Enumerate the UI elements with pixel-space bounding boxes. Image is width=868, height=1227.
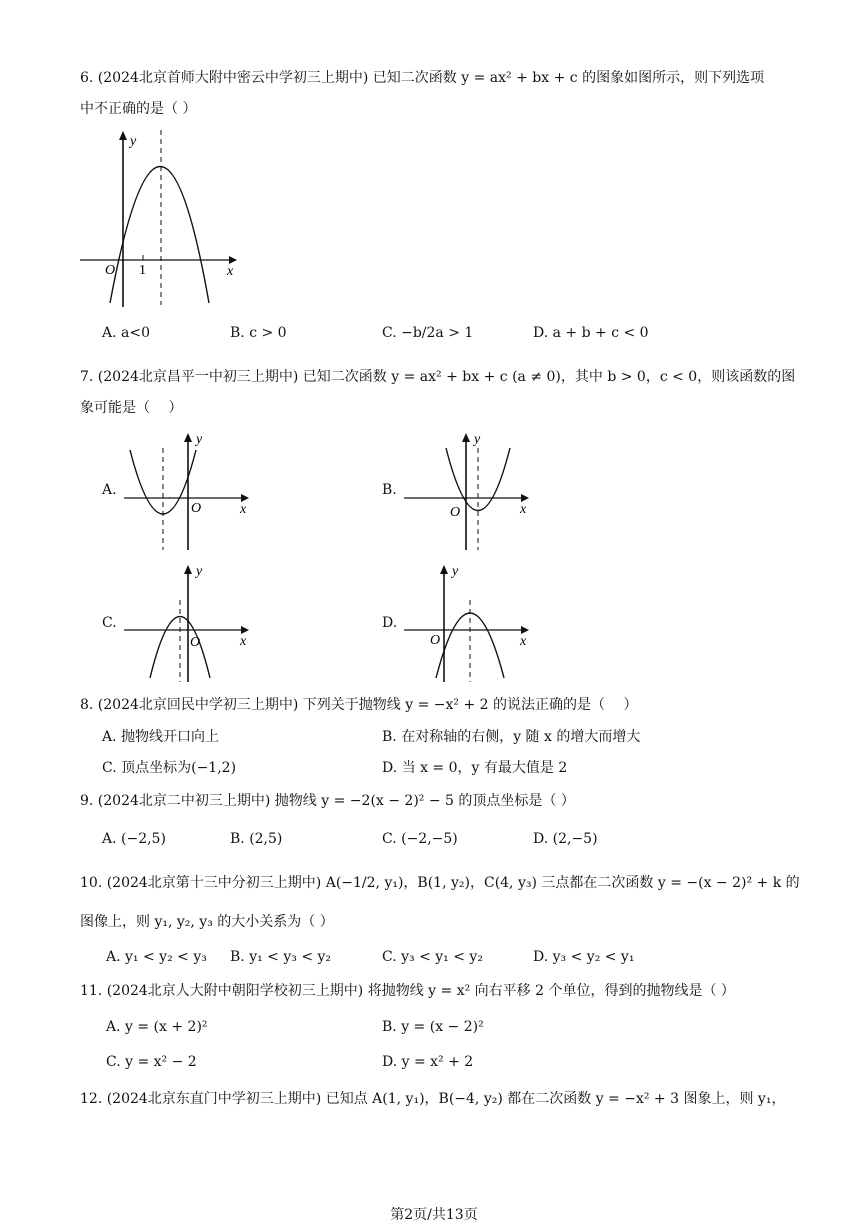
q9-option-b[interactable]: B. (2,5) bbox=[230, 831, 283, 847]
q8-option-b[interactable]: B. 在对称轴的右侧，y 随 x 的增大而增大 bbox=[382, 729, 641, 745]
q9-text: 9. (2024北京二中初三上期中) 抛物线 y = −2(x − 2)² − 5 的顶点坐标是（ ） bbox=[80, 793, 575, 809]
q7b-x-label: x bbox=[520, 502, 527, 517]
q8-option-a[interactable]: A. 抛物线开口向上 bbox=[102, 729, 220, 745]
q6-option-a[interactable]: A. a<0 bbox=[102, 325, 150, 341]
q7-text-line2: 象可能是（ ） bbox=[80, 400, 183, 416]
q6-text-line2: 中不正确的是（ ） bbox=[80, 101, 197, 117]
q6-x-label: x bbox=[227, 264, 234, 279]
q10-option-a[interactable]: A. y₁ < y₂ < y₃ bbox=[106, 949, 207, 965]
q10-option-b[interactable]: B. y₁ < y₃ < y₂ bbox=[230, 949, 332, 965]
q6-tick-label: 1 bbox=[139, 263, 146, 278]
q6-option-c[interactable]: C. −b/2a > 1 bbox=[382, 325, 474, 341]
q9-option-c[interactable]: C. (−2,−5) bbox=[382, 831, 458, 847]
q7-graph-d bbox=[402, 560, 532, 685]
q6-text-line1: 6. (2024北京首师大附中密云中学初三上期中) 已知二次函数 y = ax² + bx + c 的图象如图所示，则下列选项 bbox=[80, 70, 765, 86]
q7a-x-label: x bbox=[240, 502, 247, 517]
q7b-y-label: y bbox=[474, 432, 481, 447]
q6-graph bbox=[75, 125, 245, 310]
q11-option-b[interactable]: B. y = (x − 2)² bbox=[382, 1019, 484, 1035]
q11-option-c[interactable]: C. y = x² − 2 bbox=[106, 1054, 197, 1070]
q7-graph-a bbox=[122, 428, 252, 553]
q7-graph-c bbox=[122, 560, 252, 685]
q7c-origin-label: O bbox=[190, 635, 201, 650]
q7c-y-label: y bbox=[196, 564, 203, 579]
q7-graph-b bbox=[402, 428, 532, 553]
q8-option-d[interactable]: D. 当 x = 0，y 有最大值是 2 bbox=[382, 760, 568, 776]
q10-option-c[interactable]: C. y₃ < y₁ < y₂ bbox=[382, 949, 483, 965]
q9-option-a[interactable]: A. (−2,5) bbox=[102, 831, 166, 847]
q7a-y-label: y bbox=[196, 432, 203, 447]
q9-option-d[interactable]: D. (2,−5) bbox=[533, 831, 598, 847]
q7b-origin-label: O bbox=[450, 505, 461, 520]
q7c-x-label: x bbox=[240, 634, 247, 649]
q11-text: 11. (2024北京人大附中朝阳学校初三上期中) 将抛物线 y = x² 向右平移 2 个单位，得到的抛物线是（ ） bbox=[80, 983, 735, 999]
q7-option-c-label[interactable]: C. bbox=[102, 615, 117, 631]
q10-option-d[interactable]: D. y₃ < y₂ < y₁ bbox=[533, 949, 635, 965]
q10-text-line1: 10. (2024北京第十三中分初三上期中) A(−1/2, y₁)，B(1, y₂)，C(4, y₃) 三点都在二次函数 y = −(x − 2)² + k 的 bbox=[80, 875, 800, 891]
q11-option-d[interactable]: D. y = x² + 2 bbox=[382, 1054, 474, 1070]
q8-text: 8. (2024北京回民中学初三上期中) 下列关于抛物线 y = −x² + 2 的说法正确的是（ ） bbox=[80, 697, 638, 713]
q6-option-b[interactable]: B. c > 0 bbox=[230, 325, 287, 341]
q6-origin-label: O bbox=[105, 263, 116, 278]
q7d-x-label: x bbox=[520, 634, 527, 649]
q6-option-d[interactable]: D. a + b + c < 0 bbox=[533, 325, 649, 341]
q7-text-line1: 7. (2024北京昌平一中初三上期中) 已知二次函数 y = ax² + bx + c (a ≠ 0)，其中 b > 0，c < 0，则该函数的图 bbox=[80, 369, 796, 385]
q7-option-d-label[interactable]: D. bbox=[382, 615, 398, 631]
q12-text: 12. (2024北京东直门中学初三上期中) 已知点 A(1, y₁)，B(−4, y₂) 都在二次函数 y = −x² + 3 图象上，则 y₁， bbox=[80, 1091, 786, 1107]
q7-option-b-label[interactable]: B. bbox=[382, 482, 397, 498]
q6-y-label: y bbox=[130, 134, 137, 149]
q8-option-c[interactable]: C. 顶点坐标为(−1,2) bbox=[102, 760, 237, 776]
q10-text-line2: 图像上，则 y₁, y₂, y₃ 的大小关系为（ ） bbox=[80, 914, 334, 930]
q7-option-a-label[interactable]: A. bbox=[102, 482, 117, 498]
q7d-origin-label: O bbox=[430, 633, 441, 648]
q7a-origin-label: O bbox=[191, 501, 202, 516]
q11-option-a[interactable]: A. y = (x + 2)² bbox=[106, 1019, 208, 1035]
q7d-y-label: y bbox=[452, 564, 459, 579]
page-footer: 第2页/共13页 bbox=[390, 1207, 478, 1223]
